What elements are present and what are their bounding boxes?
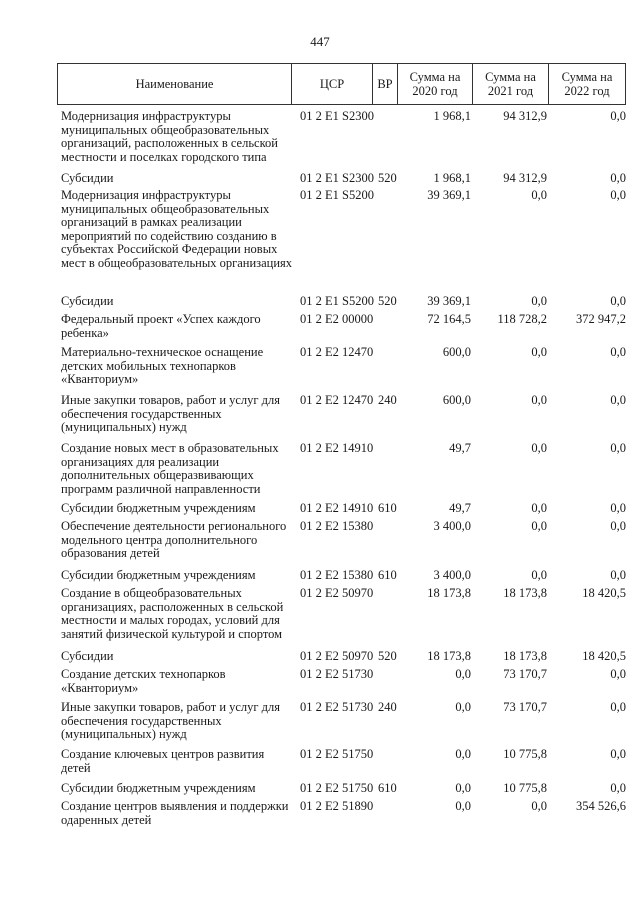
row-sum-2021: 0,0 <box>531 393 547 407</box>
row-sum-2020: 3 400,0 <box>433 568 471 582</box>
row-sum-2020: 0,0 <box>455 747 471 761</box>
row-sum-2022: 0,0 <box>610 747 626 761</box>
row-sum-2022: 0,0 <box>610 519 626 533</box>
row-vr: 610 <box>378 501 397 515</box>
row-sum-2021: 73 170,7 <box>503 700 547 714</box>
row-sum-2022: 0,0 <box>610 667 626 681</box>
row-vr: 520 <box>378 171 397 185</box>
row-sum-2022: 372 947,2 <box>576 312 626 326</box>
row-sum-2020: 0,0 <box>455 667 471 681</box>
row-vr: 240 <box>378 393 397 407</box>
row-sum-2021: 0,0 <box>531 519 547 533</box>
row-sum-2022: 0,0 <box>610 568 626 582</box>
row-name: Федеральный проект «Успех каждого ребенка» <box>61 312 261 340</box>
row-name: Создание в общеобразовательных организациях, расположенных в сельской местности и малых городах, условий для занятий физической культурой и спортом <box>61 586 284 641</box>
row-sum-2021: 0,0 <box>531 294 547 308</box>
row-vr: 610 <box>378 781 397 795</box>
row-sum-2020: 1 968,1 <box>433 171 471 185</box>
row-csr: 01 2 E2 14910 <box>300 441 374 455</box>
row-sum-2020: 39 369,1 <box>427 188 471 202</box>
row-csr: 01 2 E2 14910 <box>300 501 374 515</box>
row-sum-2022: 0,0 <box>610 171 626 185</box>
row-sum-2020: 600,0 <box>442 393 471 407</box>
row-sum-2022: 0,0 <box>610 393 626 407</box>
row-name: Субсидии бюджетным учреждениям <box>61 568 256 582</box>
row-name: Иные закупки товаров, работ и услуг для обеспечения государственных (муниципальных) нужд <box>61 700 281 742</box>
header-sum-2021: Сумма на 2021 год <box>473 64 549 104</box>
row-sum-2021: 94 312,9 <box>503 171 547 185</box>
page-number: 447 <box>310 34 330 49</box>
row-sum-2020: 0,0 <box>455 700 471 714</box>
row-csr: 01 2 E1 S2300 <box>300 171 374 185</box>
row-sum-2022: 0,0 <box>610 188 626 202</box>
row-name: Субсидии бюджетным учреждениям <box>61 501 256 515</box>
row-sum-2021: 10 775,8 <box>503 781 547 795</box>
row-sum-2022: 0,0 <box>610 441 626 455</box>
table-header <box>57 63 626 105</box>
row-csr: 01 2 E2 12470 <box>300 345 374 359</box>
header-name: Наименование <box>58 64 292 104</box>
header-vr: ВР <box>373 64 398 104</box>
row-sum-2022: 0,0 <box>610 781 626 795</box>
row-sum-2020: 3 400,0 <box>433 519 471 533</box>
row-sum-2021: 0,0 <box>531 568 547 582</box>
row-csr: 01 2 E2 50970 <box>300 649 374 663</box>
row-name: Материально-техническое оснащение детских мобильных технопарков «Кванториум» <box>61 345 264 387</box>
row-vr: 520 <box>378 649 397 663</box>
row-name: Обеспечение деятельности регионального модельного центра дополнительного образования детей <box>61 519 287 561</box>
row-csr: 01 2 E2 51890 <box>300 799 374 813</box>
row-csr: 01 2 E2 51750 <box>300 747 374 761</box>
row-sum-2020: 1 968,1 <box>433 109 471 123</box>
row-sum-2021: 94 312,9 <box>503 109 547 123</box>
row-sum-2021: 0,0 <box>531 441 547 455</box>
row-csr: 01 2 E2 00000 <box>300 312 374 326</box>
row-sum-2021: 118 728,2 <box>497 312 547 326</box>
row-sum-2020: 72 164,5 <box>427 312 471 326</box>
row-name: Создание детских технопарков «Кванториум» <box>61 667 226 695</box>
row-sum-2020: 0,0 <box>455 781 471 795</box>
row-name: Модернизация инфраструктуры муниципальных общеобразовательных организаций, расположенных в сельской местности и поселках городского типа <box>61 109 278 164</box>
row-sum-2020: 39 369,1 <box>427 294 471 308</box>
row-csr: 01 2 E2 50970 <box>300 586 374 600</box>
row-sum-2022: 354 526,6 <box>576 799 626 813</box>
row-name: Создание ключевых центров развития детей <box>61 747 265 775</box>
header-sum-2022: Сумма на 2022 год <box>549 64 626 104</box>
row-sum-2021: 10 775,8 <box>503 747 547 761</box>
row-csr: 01 2 E1 S5200 <box>300 188 374 202</box>
row-sum-2020: 18 173,8 <box>427 649 471 663</box>
row-sum-2022: 0,0 <box>610 109 626 123</box>
row-sum-2021: 0,0 <box>531 501 547 515</box>
row-name: Иные закупки товаров, работ и услуг для обеспечения государственных (муниципальных) нужд <box>61 393 281 435</box>
row-csr: 01 2 E2 15380 <box>300 568 374 582</box>
header-csr: ЦСР <box>292 64 373 104</box>
row-sum-2022: 18 420,5 <box>582 649 626 663</box>
row-sum-2022: 0,0 <box>610 345 626 359</box>
row-sum-2020: 600,0 <box>442 345 471 359</box>
row-name: Субсидии бюджетным учреждениям <box>61 781 256 795</box>
row-vr: 520 <box>378 294 397 308</box>
row-sum-2021: 0,0 <box>531 345 547 359</box>
row-name: Субсидии <box>61 649 114 663</box>
row-name: Модернизация инфраструктуры муниципальных общеобразовательных организаций в рамках реализации мероприятий по содействию созданию в субъектах Российской Федерации новых мест в общеобразовательных организациях <box>61 188 293 270</box>
row-sum-2020: 49,7 <box>449 501 471 515</box>
header-sum-2020: Сумма на 2020 год <box>398 64 473 104</box>
row-name: Создание центров выявления и поддержки одаренных детей <box>61 799 289 827</box>
row-sum-2022: 0,0 <box>610 501 626 515</box>
row-sum-2021: 18 173,8 <box>503 586 547 600</box>
row-sum-2021: 0,0 <box>531 799 547 813</box>
row-csr: 01 2 E2 51730 <box>300 667 374 681</box>
row-sum-2021: 0,0 <box>531 188 547 202</box>
row-csr: 01 2 E2 15380 <box>300 519 374 533</box>
row-sum-2021: 18 173,8 <box>503 649 547 663</box>
row-sum-2020: 49,7 <box>449 441 471 455</box>
row-csr: 01 2 E2 51730 <box>300 700 374 714</box>
row-sum-2022: 18 420,5 <box>582 586 626 600</box>
row-name: Создание новых мест в образовательных организациях для реализации дополнительных общеразвивающих программ различной направленности <box>61 441 279 496</box>
row-sum-2022: 0,0 <box>610 294 626 308</box>
row-csr: 01 2 E2 51750 <box>300 781 374 795</box>
row-csr: 01 2 E1 S2300 <box>300 109 374 123</box>
row-name: Субсидии <box>61 294 114 308</box>
row-sum-2020: 0,0 <box>455 799 471 813</box>
row-name: Субсидии <box>61 171 114 185</box>
row-csr: 01 2 E2 12470 <box>300 393 374 407</box>
row-sum-2020: 18 173,8 <box>427 586 471 600</box>
row-vr: 610 <box>378 568 397 582</box>
row-vr: 240 <box>378 700 397 714</box>
row-sum-2021: 73 170,7 <box>503 667 547 681</box>
row-sum-2022: 0,0 <box>610 700 626 714</box>
row-csr: 01 2 E1 S5200 <box>300 294 374 308</box>
